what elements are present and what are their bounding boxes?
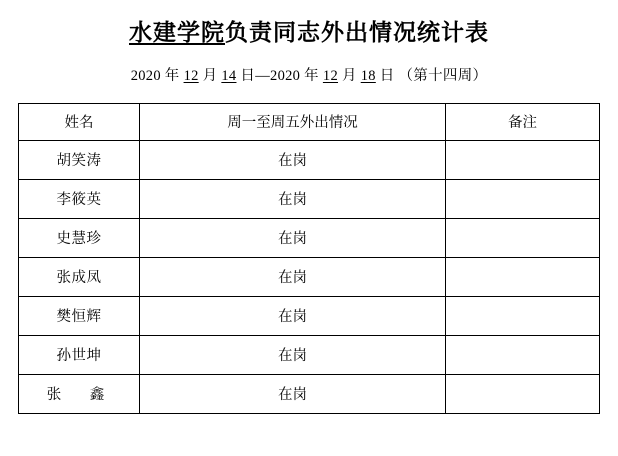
table-body bbox=[19, 103, 600, 413]
cell-status: 在岗 bbox=[140, 374, 446, 413]
cell-name: 李筱英 bbox=[19, 179, 140, 218]
cell-status: 在岗 bbox=[140, 335, 446, 374]
day-unit-1: 日 bbox=[240, 67, 256, 84]
table-row bbox=[19, 140, 600, 179]
table-row bbox=[19, 179, 600, 218]
month-unit-1: 月 bbox=[202, 67, 218, 84]
document-page bbox=[0, 18, 618, 456]
year-start-label: 2020 年 bbox=[130, 67, 180, 84]
year-end-label: 2020 年 bbox=[270, 67, 319, 84]
cell-name: 樊恒辉 bbox=[19, 296, 140, 335]
cell-status: 在岗 bbox=[140, 179, 446, 218]
date-dash: — bbox=[255, 67, 271, 84]
cell-name: 史慧珍 bbox=[19, 218, 140, 257]
cell-remark bbox=[446, 257, 600, 296]
day-end-value: 18 bbox=[360, 67, 376, 84]
page-title-rest: 负责同志外出情况统计表 bbox=[225, 20, 489, 45]
month-end-value: 12 bbox=[322, 67, 339, 84]
cell-remark bbox=[446, 218, 600, 257]
day-unit-2: 日 bbox=[379, 67, 395, 84]
cell-name: 张 鑫 bbox=[19, 374, 140, 413]
cell-status: 在岗 bbox=[140, 140, 446, 179]
cell-status: 在岗 bbox=[140, 257, 446, 296]
table-row bbox=[19, 374, 600, 413]
month-unit-2: 月 bbox=[341, 67, 357, 84]
date-range-line bbox=[0, 64, 618, 85]
cell-remark bbox=[446, 140, 600, 179]
cell-remark bbox=[446, 374, 600, 413]
cell-status: 在岗 bbox=[140, 218, 446, 257]
day-start-value: 14 bbox=[221, 67, 237, 84]
page-title-institution: 水建学院 bbox=[129, 20, 225, 45]
column-header-remark: 备注 bbox=[446, 103, 600, 140]
cell-name: 孙世坤 bbox=[19, 335, 140, 374]
cell-remark bbox=[446, 179, 600, 218]
month-start-value: 12 bbox=[183, 67, 199, 84]
table-row bbox=[19, 296, 600, 335]
cell-name: 张成凤 bbox=[19, 257, 140, 296]
week-note: （第十四周） bbox=[398, 67, 488, 84]
cell-status: 在岗 bbox=[140, 296, 446, 335]
table-row bbox=[19, 218, 600, 257]
cell-remark bbox=[446, 296, 600, 335]
attendance-table bbox=[18, 103, 600, 414]
table-header-row bbox=[19, 103, 600, 140]
cell-name: 胡笑涛 bbox=[19, 140, 140, 179]
table-row bbox=[19, 257, 600, 296]
cell-remark bbox=[446, 335, 600, 374]
page-title bbox=[0, 18, 618, 48]
table-row bbox=[19, 335, 600, 374]
column-header-status: 周一至周五外出情况 bbox=[140, 103, 446, 140]
column-header-name: 姓名 bbox=[19, 103, 140, 140]
